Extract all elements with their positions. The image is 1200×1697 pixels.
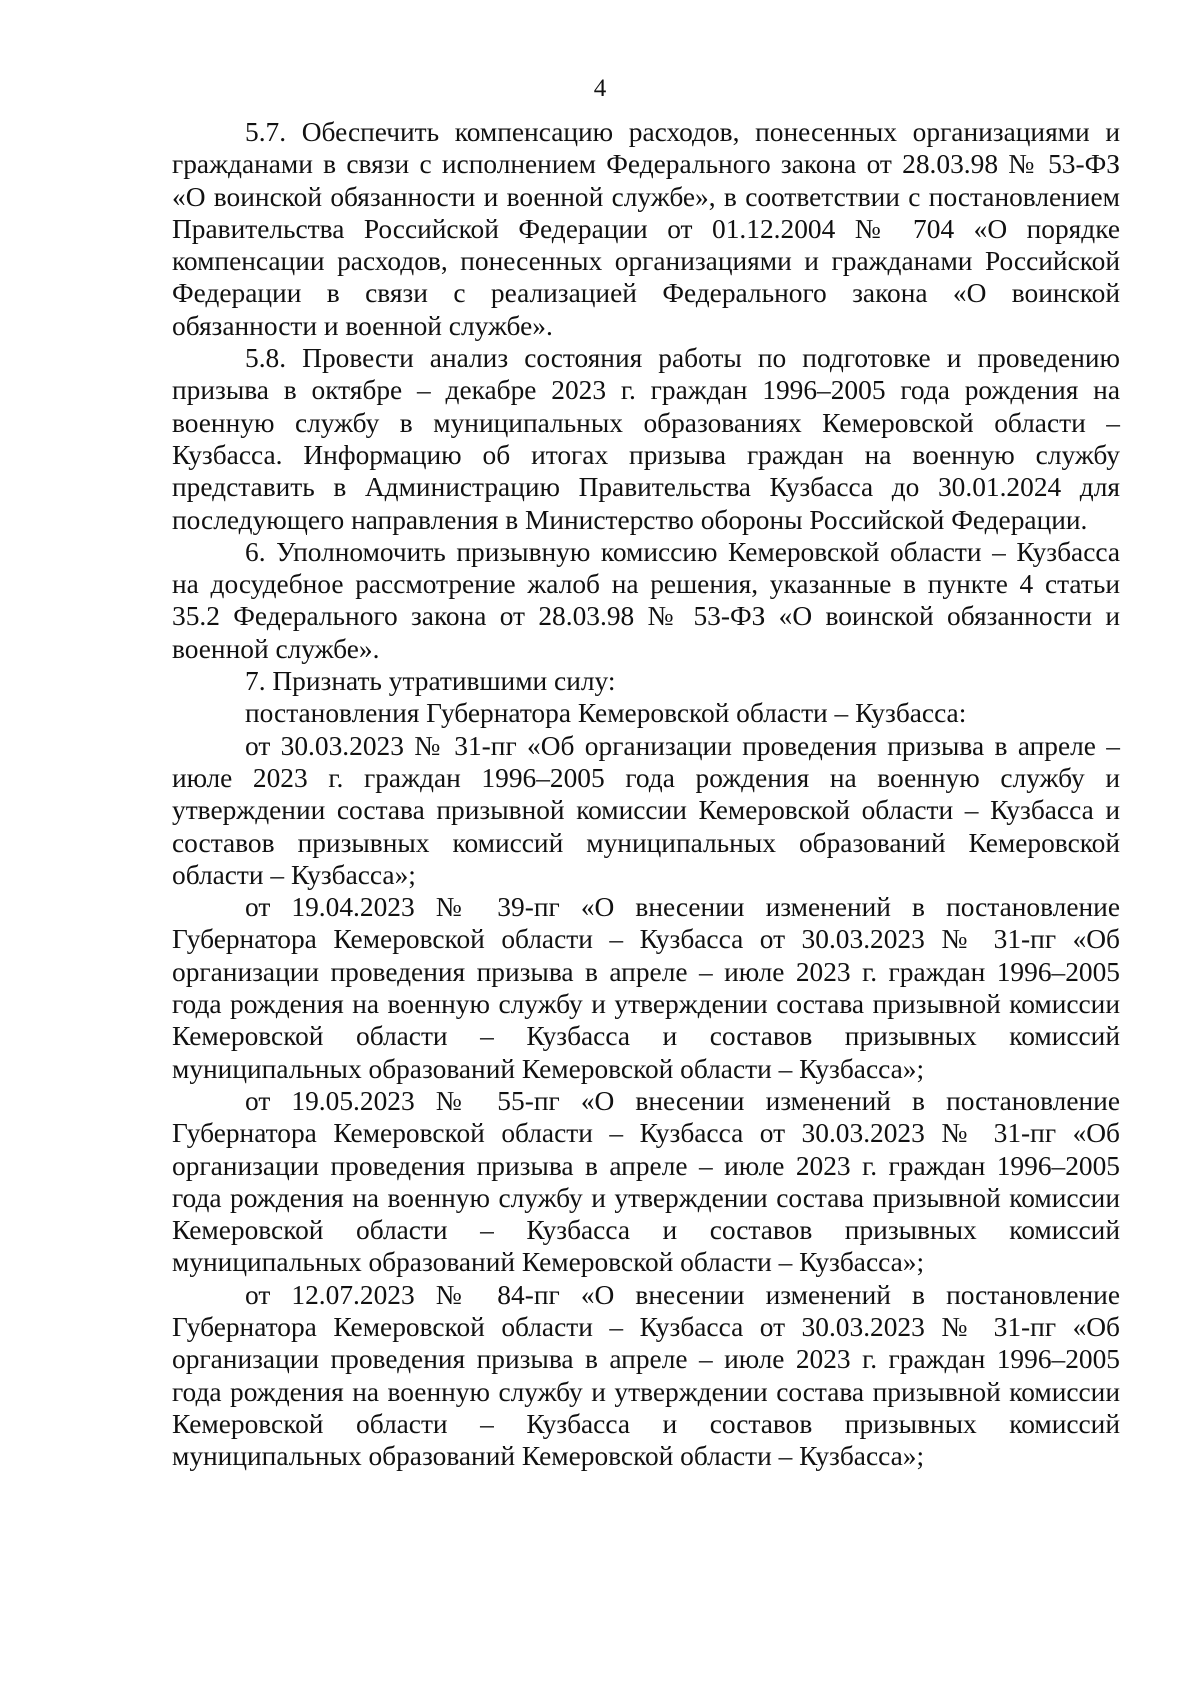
paragraph-6: 6. Уполномочить призывную комиссию Кемеровской области – Кузбасса на досудебное рассмотрение жалоб на решения, указанные в пункте 4 статьи 35.2 Федерального закона от 28.03.98 № 53-ФЗ «О воинской обязанности и военной службе». bbox=[172, 536, 1120, 664]
paragraph-5-7: 5.7. Обеспечить компенсацию расходов, понесенных организациями и гражданами в связи с исполнением Федерального закона от 28.03.98 № 53-ФЗ «О воинской обязанности и военной службе», в соответствии с постановлением Правительства Российской Федерации от 01.12.2004 № 704 «О порядке компенсации расходов, понесенных организациями и гражданами Российской Федерации в связи с реализацией Федерального закона «О воинской обязанности и военной службе». bbox=[172, 117, 1120, 341]
repealed-item-31-pg: от 30.03.2023 № 31-пг «Об организации проведения призыва в апреле – июле 2023 г. граждан 1996–2005 года рождения на военную службу и утверждении состава призывной комиссии Кемеровской области – Кузбасса и составов призывных комиссий муниципальных образований Кемеровской области – Кузбасса»; bbox=[172, 730, 1120, 890]
repealed-item-84-pg: от 12.07.2023 № 84-пг «О внесении изменений в постановление Губернатора Кемеровской области – Кузбасса от 30.03.2023 № 31-пг «Об организации проведения призыва в апреле – июле 2023 г. граждан 1996–2005 года рождения на военную службу и утверждении состава призывной комиссии Кемеровской области – Кузбасса и составов призывных комиссий муниципальных образований Кемеровской области – Кузбасса»; bbox=[172, 1279, 1120, 1472]
repealed-list-heading: постановления Губернатора Кемеровской области – Кузбасса: bbox=[245, 698, 967, 729]
paragraph-7: 7. Признать утратившими силу: bbox=[245, 666, 616, 697]
repealed-item-55-pg: от 19.05.2023 № 55-пг «О внесении изменений в постановление Губернатора Кемеровской области – Кузбасса от 30.03.2023 № 31-пг «Об организации проведения призыва в апреле – июле 2023 г. граждан 1996–2005 года рождения на военную службу и утверждении состава призывной комиссии Кемеровской области – Кузбасса и составов призывных комиссий муниципальных образований Кемеровской области – Кузбасса»; bbox=[172, 1085, 1120, 1278]
paragraph-5-8: 5.8. Провести анализ состояния работы по подготовке и проведению призыва в октябре – декабре 2023 г. граждан 1996–2005 года рождения на военную службу в муниципальных образованиях Кемеровской области – Кузбасса. Информацию об итогах призыва граждан на военную службу представить в Администрацию Правительства Кузбасса до 30.01.2024 для последующего направления в Министерство обороны Российской Федерации. bbox=[172, 343, 1120, 535]
repealed-item-39-pg: от 19.04.2023 № 39-пг «О внесении изменений в постановление Губернатора Кемеровской области – Кузбасса от 30.03.2023 № 31-пг «Об организации проведения призыва в апреле – июле 2023 г. граждан 1996–2005 года рождения на военную службу и утверждении состава призывной комиссии Кемеровской области – Кузбасса и составов призывных комиссий муниципальных образований Кемеровской области – Кузбасса»; bbox=[172, 892, 1120, 1084]
page-number: 4 bbox=[593, 75, 607, 102]
document-body bbox=[172, 116, 1120, 1472]
